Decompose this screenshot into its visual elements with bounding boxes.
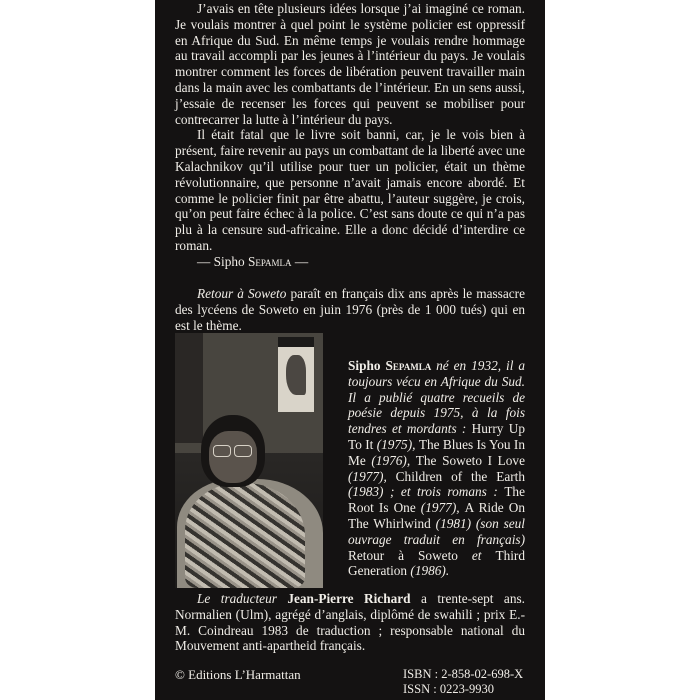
author-bio: [348, 358, 525, 579]
issn: ISSN : 0223-9930: [403, 682, 494, 696]
bio-work: Retour à Soweto: [348, 547, 458, 563]
author-photo: [175, 333, 323, 588]
bio-work: The Soweto I Love: [415, 452, 525, 468]
bio-year: (1983) ; et trois romans :: [348, 484, 505, 500]
quote-paragraph-2: Il était fatal que le livre soit banni, car, je le vois bien à présent, faire revenir au pays un combattant de la liberté avec une Kalachnikov qu’il utilise pour tuer un policier, était un thème révolutionnaire, que personne n’avait jamais encore abordé. Et comme le policier finit par être abattu, l’auteur suggère, je crois, qu’on peut faire échec à la police. C’est sans doute ce qui n’a pas plu à la censure sud-africaine. Elle a donc décidé d’interdire ce roman.: [175, 127, 525, 253]
bio-year: (1977),: [415, 500, 465, 516]
bio-name-last: Sepamla: [385, 358, 432, 373]
quote-signature: [175, 254, 525, 270]
bio-work: Third Generation: [348, 547, 525, 579]
bio-work: Hurry Up To It: [348, 421, 525, 452]
intro-paragraph: [175, 286, 525, 333]
book-title: Retour à Soweto: [197, 286, 287, 301]
bio-work: The Root Is One: [348, 484, 525, 516]
signature-prefix: — Sipho: [197, 253, 248, 269]
translator-text: a trente-sept ans. Normalien (Ulm), agrégé d’anglais, diplômé de swahili ; prix E.-M. Coindreau 1983 de traduction ; responsable national du Mouvement anti-apartheid français.: [175, 591, 525, 654]
bio-year: (1975),: [373, 436, 419, 452]
translator-paragraph: [175, 591, 525, 654]
translator-name: Jean-Pierre Richard: [287, 591, 411, 606]
intro-text: paraît en français dix ans après le massacre des lycéens de Soweto en juin 1976 (près de 1 000 tués) qui en est le thème.: [175, 286, 525, 333]
publisher: © Editions L’Harmattan: [175, 667, 301, 682]
bio-name-first: Sipho: [348, 358, 386, 373]
signature-name: Sepamla: [247, 253, 292, 269]
identifiers: [403, 667, 528, 697]
bio-work: The Blues Is You In Me: [348, 436, 525, 468]
bio-year: (1981) (son seul ouvrage traduit en français): [348, 515, 525, 547]
translator-lead: Le traducteur: [197, 591, 288, 606]
bio-and: et: [457, 547, 496, 563]
book-back-cover: [155, 0, 545, 700]
bio-text: né en 1932, il a toujours vécu en Afrique du Sud. Il a publié quatre recueils de poésie depuis 1975, à la fois tendres et mordants :: [348, 358, 525, 437]
isbn: ISBN : 2-858-02-698-X: [403, 667, 524, 681]
bio-year: (1977),: [348, 468, 396, 484]
quote-paragraph-1: J’avais en tête plusieurs idées lorsque j’ai imaginé ce roman. Je voulais montrer à quel point le système policier est oppressif en Afrique du Sud. En même temps je voulais rendre hommage au travail accompli par les jeunes à l’intérieur du pays. Je voulais montrer comment les forces de libération peuvent travailler main dans la main avec les combattants de l’intérieur. En un sens aussi, j’essaie de recenser les forces qui peuvent se mobiliser pour contrecarrer la lutte à l’intérieur du pays.: [175, 1, 525, 127]
author-quote: [175, 1, 525, 270]
bio-year: (1986).: [407, 563, 450, 579]
bio-year: (1976),: [365, 452, 416, 468]
signature-suffix: —: [291, 253, 309, 269]
bio-work: A Ride On The Whirlwind: [348, 500, 525, 531]
bio-work: Children of the Earth: [395, 468, 525, 484]
